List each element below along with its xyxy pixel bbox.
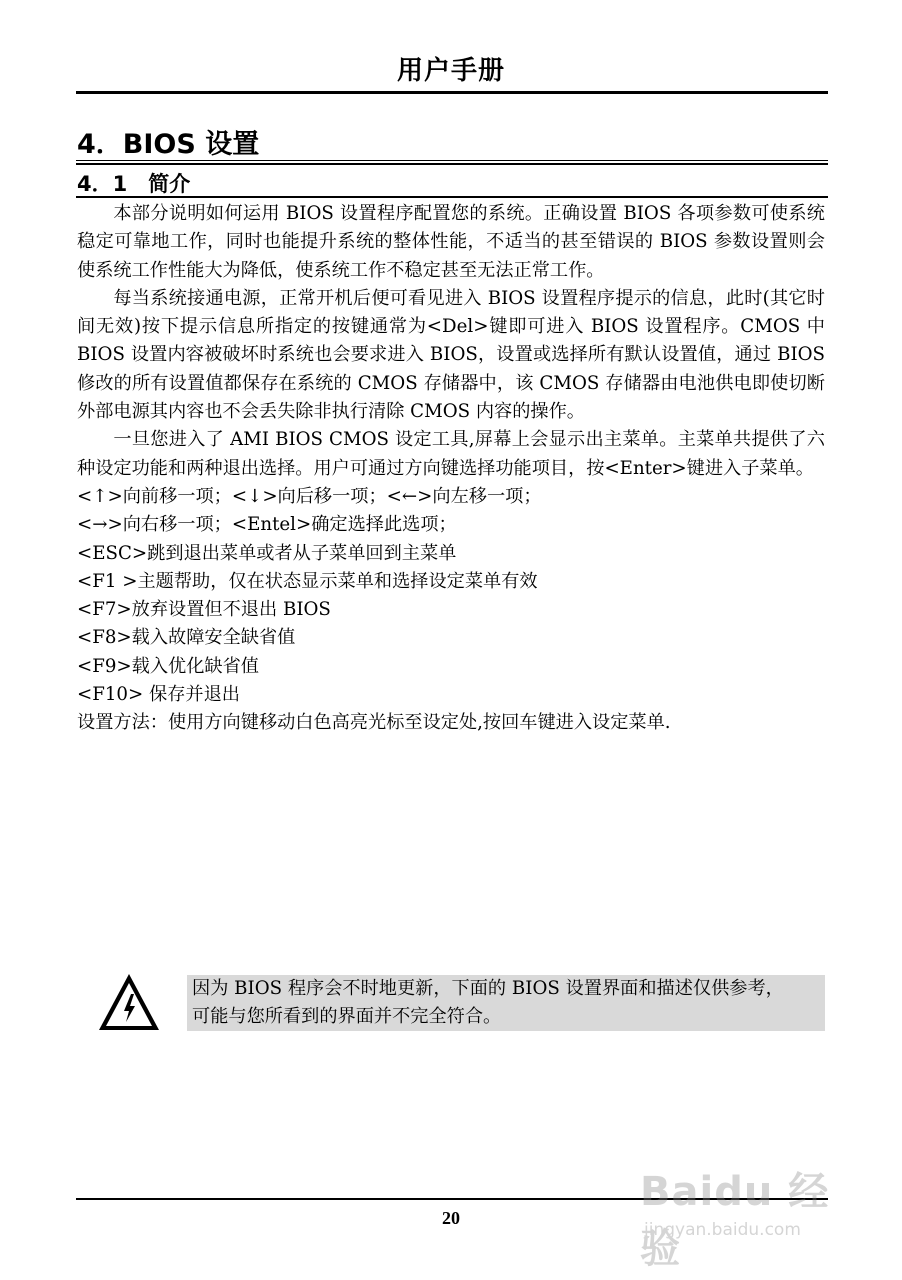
section-rule-thick — [76, 163, 828, 165]
key-line-f8: <F8>载入故障安全缺省值 — [77, 627, 296, 649]
paragraph-power-on: 每当系统接通电源，正常开机后便可看见进入 BIOS 设置程序提示的信息，此时(其它时间无效)按下提示信息所指定的按键通常为<Del>键即可进入 BIOS 设置程序。CMOS 中 BIOS 设置内容被破坏时系统也会要求进入 BIOS，设置或选择所有默认设置值，通过 BIOS 修改的所有设置值都保存在系统的 CMOS 存储器中，该 CMOS 存储器由电池供电即使切断外部电源其内容也不会丢失除非执行清除 CMOS 内容的操作。 — [77, 287, 825, 423]
key-line-f10: <F10> 保存并退出 — [77, 684, 240, 706]
setup-method-line: 设置方法：使用方向键移动白色高亮光标至设定处,按回车键进入设定菜单. — [77, 712, 671, 734]
section-title: 4．BIOS 设置 — [77, 129, 260, 160]
header-rule — [76, 91, 828, 94]
key-line-f7: <F7>放弃设置但不退出 BIOS — [77, 599, 331, 621]
key-line-up-down-left: <↑>向前移一项；<↓>向后移一项；<←>向左移一项； — [77, 485, 542, 507]
note-box — [187, 975, 825, 1031]
key-line-right-enter: <→>向右移一项；<Entel>确定选择此选项； — [77, 514, 457, 536]
body-text — [77, 200, 825, 738]
note-line-2: 可能与您所看到的界面并不完全符合。 — [192, 1006, 502, 1027]
key-line-f1: <F1 >主题帮助，仅在状态显示菜单和选择设定菜单有效 — [77, 570, 538, 592]
key-line-f9: <F9>载入优化缺省值 — [77, 655, 259, 677]
watermark — [640, 1160, 850, 1272]
key-line-esc: <ESC>跳到退出菜单或者从子菜单回到主菜单 — [77, 542, 457, 564]
page-number: 20 — [442, 1208, 460, 1228]
watermark-sub: jingyan.baidu.com — [644, 1220, 801, 1240]
note-line-1: 因为 BIOS 程序会不时地更新，下面的 BIOS 设置界面和描述仅供参考， — [192, 978, 784, 999]
high-voltage-warning-icon — [97, 972, 161, 1032]
subsection-title: 4．1 简介 — [77, 172, 191, 196]
paragraph-intro: 本部分说明如何运用 BIOS 设置程序配置您的系统。正确设置 BIOS 各项参数可使系统稳定可靠地工作，同时也能提升系统的整体性能，不适当的甚至错误的 BIOS 参数设置则会使系统工作性能大为降低，使系统工作不稳定甚至无法正常工作。 — [77, 203, 825, 281]
paragraph-main-menu: 一旦您进入了 AMI BIOS CMOS 设定工具,屏幕上会显示出主菜单。主菜单共提供了六种设定功能和两种退出选择。用户可通过方向键选择功能项目，按<Enter>键进入子菜单。 — [77, 429, 825, 479]
section-rule-thin — [76, 160, 828, 161]
subsection-rule — [76, 196, 828, 198]
watermark-main: Baidu 经验 — [640, 1169, 830, 1272]
page-header-title: 用户手册 — [396, 56, 505, 86]
